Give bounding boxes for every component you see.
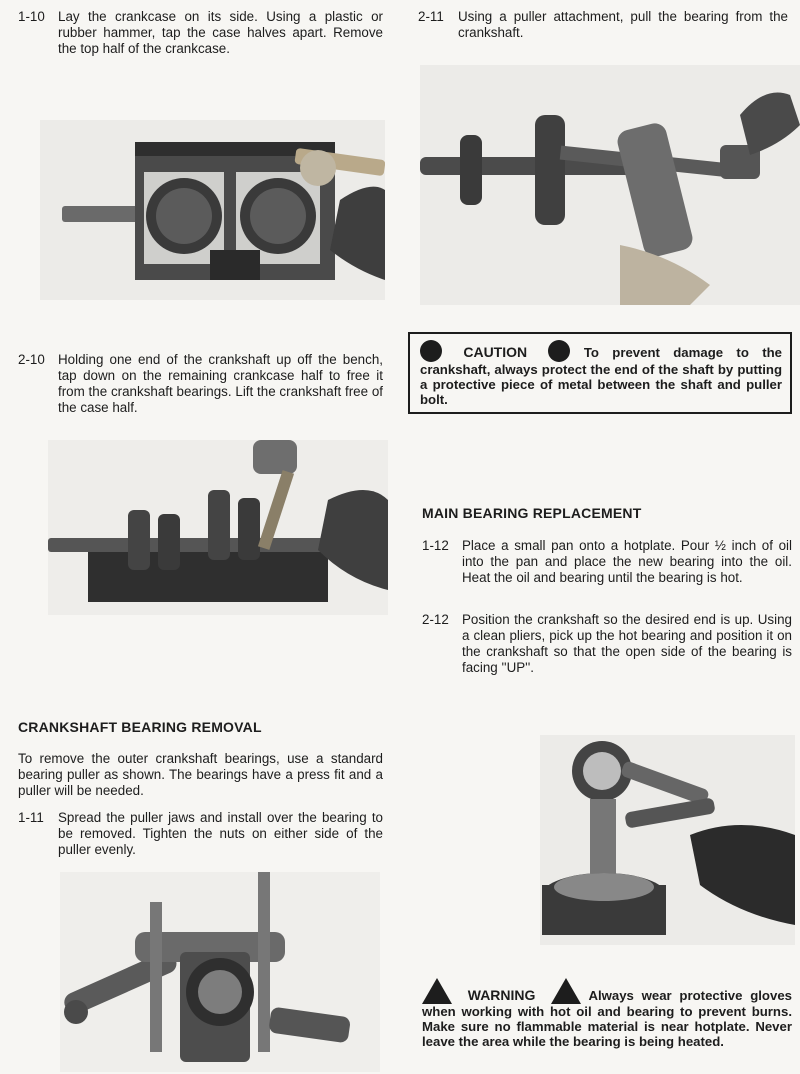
step-number: 1-10 bbox=[18, 9, 45, 24]
photo-bearing-puller bbox=[60, 872, 380, 1072]
photo-bearing-installation bbox=[540, 735, 795, 945]
photo-puller-attachment bbox=[420, 65, 800, 305]
step-number: 2-11 bbox=[418, 9, 444, 24]
caution-box bbox=[408, 332, 792, 414]
step-text: Lay the crankcase on its side. Using a plastic or rubber hammer, tap the case halves apart. Remove the top half of the crankcase. bbox=[58, 9, 383, 56]
step-number: 2-12 bbox=[422, 612, 449, 627]
crankshaft-section-intro: To remove the outer crankshaft bearings, use a standard bearing puller as shown. The bearings have a press fit and a puller will be needed. bbox=[18, 751, 383, 798]
step-number: 1-11 bbox=[18, 810, 44, 825]
step-number: 1-12 bbox=[422, 538, 449, 553]
photo-crankshaft-tap bbox=[48, 440, 388, 615]
step-2-12 bbox=[422, 612, 792, 676]
step-1-12 bbox=[422, 538, 792, 586]
caution-dot-icon bbox=[420, 340, 442, 362]
caution-label: CAUTION bbox=[463, 344, 528, 360]
caution-dot-icon bbox=[548, 340, 570, 362]
step-text: Position the crankshaft so the desired end is up. Using a clean pliers, pick up the hot bearing and position it on the crankshaft so that the open side of the bearing is facing ''UP''. bbox=[462, 612, 792, 675]
warning-label: WARNING bbox=[467, 987, 536, 1003]
step-1-10 bbox=[18, 9, 383, 57]
section-heading-main-bearing-replacement: MAIN BEARING REPLACEMENT bbox=[422, 505, 642, 521]
section-heading-crankshaft-bearing-removal: CRANKSHAFT BEARING REMOVAL bbox=[18, 719, 262, 735]
warning-triangle-icon bbox=[551, 978, 581, 1004]
step-2-11 bbox=[418, 9, 788, 41]
step-text: Spread the puller jaws and install over the bearing to be removed. Tighten the nuts on either side of the puller evenly. bbox=[58, 810, 383, 857]
warning-triangle-icon bbox=[422, 978, 452, 1004]
step-1-11 bbox=[18, 810, 383, 858]
step-text: Using a puller attachment, pull the bearing from the crankshaft. bbox=[458, 9, 788, 40]
step-text: Place a small pan onto a hotplate. Pour ½ inch of oil into the pan and place the new bearing into the oil. Heat the oil and bearing until the bearing is hot. bbox=[462, 538, 792, 585]
photo-crankcase-split bbox=[40, 120, 385, 300]
warning-text: Always wear protective gloves when working with hot oil and bearing to prevent burns. Make sure no flammable material is near hotplate. Never leave the area while the bearing is being heated. bbox=[422, 988, 792, 1049]
warning-notice bbox=[422, 978, 792, 1049]
caution-text: To prevent damage to the crankshaft, always protect the end of the shaft by putting a protective piece of metal between the shaft and puller bolt. bbox=[420, 345, 782, 407]
step-text: Holding one end of the crankshaft up off the bench, tap down on the remaining crankcase half to free it from the crankshaft bearings. Lift the crankshaft free of the case half. bbox=[58, 352, 383, 415]
step-2-10 bbox=[18, 352, 383, 416]
step-number: 2-10 bbox=[18, 352, 45, 367]
